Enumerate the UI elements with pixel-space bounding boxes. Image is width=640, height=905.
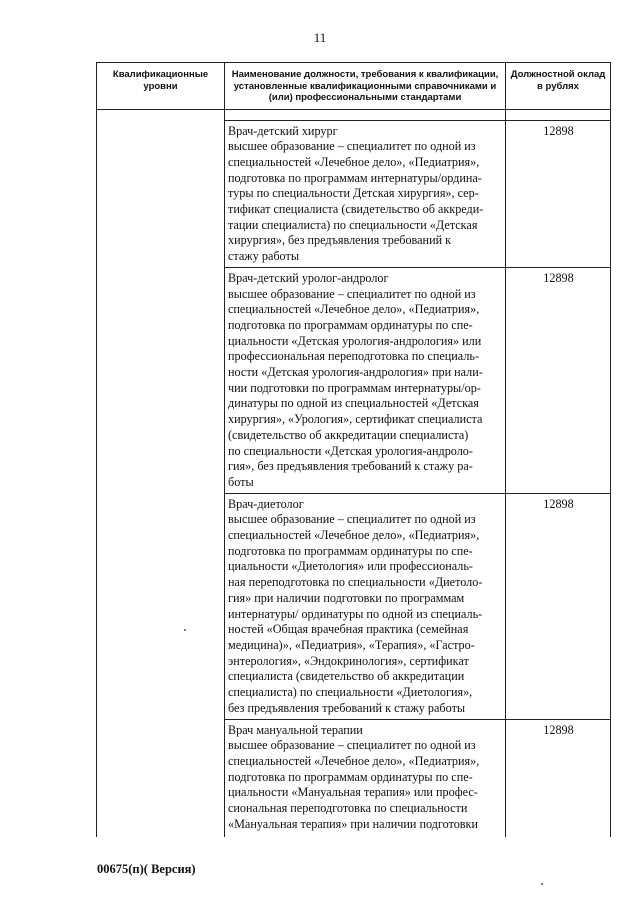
salary-cell: 12898	[506, 493, 611, 719]
header-position-requirements: Наименование должности, требования к квалификации, установленные квалификационными справочниками и (или) профессиональными стандартами	[225, 63, 506, 110]
qualification-level-cell	[97, 719, 225, 837]
position-title: Врач-диетолог	[228, 496, 304, 511]
position-cell	[225, 267, 506, 493]
header-salary: Должностной оклад в рублях	[506, 63, 611, 110]
qualification-level-cell	[97, 493, 225, 719]
position-cell	[225, 493, 506, 719]
scan-speck	[541, 883, 543, 885]
salary-cell: 12898	[506, 267, 611, 493]
position-requirements: высшее образование – специалитет по одной из специальностей «Лечебное дело», «Педиатрия», подготовка по программам ординатуры по спе- циальности «Мануальная терапия» или профес- сиональная переподготовка по специальности «Мануальная терапия» при наличии подготовки	[228, 738, 480, 831]
position-title: Врач-детский уролог-андролог	[228, 270, 389, 285]
scan-speck	[184, 629, 186, 631]
header-qualification-levels: Квалификационные уровни	[97, 63, 225, 110]
table-row	[97, 267, 611, 493]
table-row	[97, 719, 611, 837]
position-cell	[225, 719, 506, 837]
salary-cell: 12898	[506, 719, 611, 837]
table-header-row	[97, 63, 611, 110]
position-cell	[225, 120, 506, 267]
page-number: 11	[313, 30, 327, 45]
table-gap-row	[97, 109, 611, 120]
position-requirements: высшее образование – специалитет по одной из специальностей «Лечебное дело», «Педиатрия», подготовка по программам ординатуры по спе- циальности «Детская урология-андрология» или профессиональная переподготовка по специаль- ности «Детская урология-андрология» при нали- чии подготовки по программам интернатуры/ор- динатуры по одной из специальностей «Детская хирургия», «Урология», сертификат специалиста (свидетельство об аккредитации специалиста) по специальности «Детская урология-андроло- гия», без предъявления требований к стажу ра- боты	[228, 286, 483, 489]
qualification-level-cell	[97, 267, 225, 493]
qualification-level-cell	[97, 120, 225, 267]
table-row	[97, 493, 611, 719]
salary-cell: 12898	[506, 120, 611, 267]
position-title: Врач мануальной терапии	[228, 722, 363, 737]
qualification-table-container	[96, 62, 610, 837]
document-code: 00675(п)( Версия)	[97, 862, 196, 876]
position-requirements: высшее образование – специалитет по одной из специальностей «Лечебное дело», «Педиатрия», подготовка по программам интернатуры/ордина- туры по специальности Детская хирургия», сер- тификат специалиста (свидетельство об аккреди- тации специалиста) по специальности «Детская хирургия», без предъявления требований к стажу работы	[228, 139, 484, 264]
table-row	[97, 120, 611, 267]
position-title: Врач-детский хирург	[228, 123, 338, 138]
qualification-table	[96, 62, 611, 837]
position-requirements: высшее образование – специалитет по одной из специальностей «Лечебное дело», «Педиатрия», подготовка по программам ординатуры по спе- циальности «Диетология» или профессиональ- ная переподготовка по специальности «Диетоло- гия» при наличии подготовки по программам интернатуры/ ординатуры по одной из специаль- ностей «Общая врачебная практика (семейная медицина)», «Педиатрия», «Терапия», «Гастро- энтерология», «Эндокринология», сертификат специалиста (свидетельство об аккредитации специалиста) по специальности «Диетология», без предъявления требований к стажу работы	[228, 512, 483, 715]
